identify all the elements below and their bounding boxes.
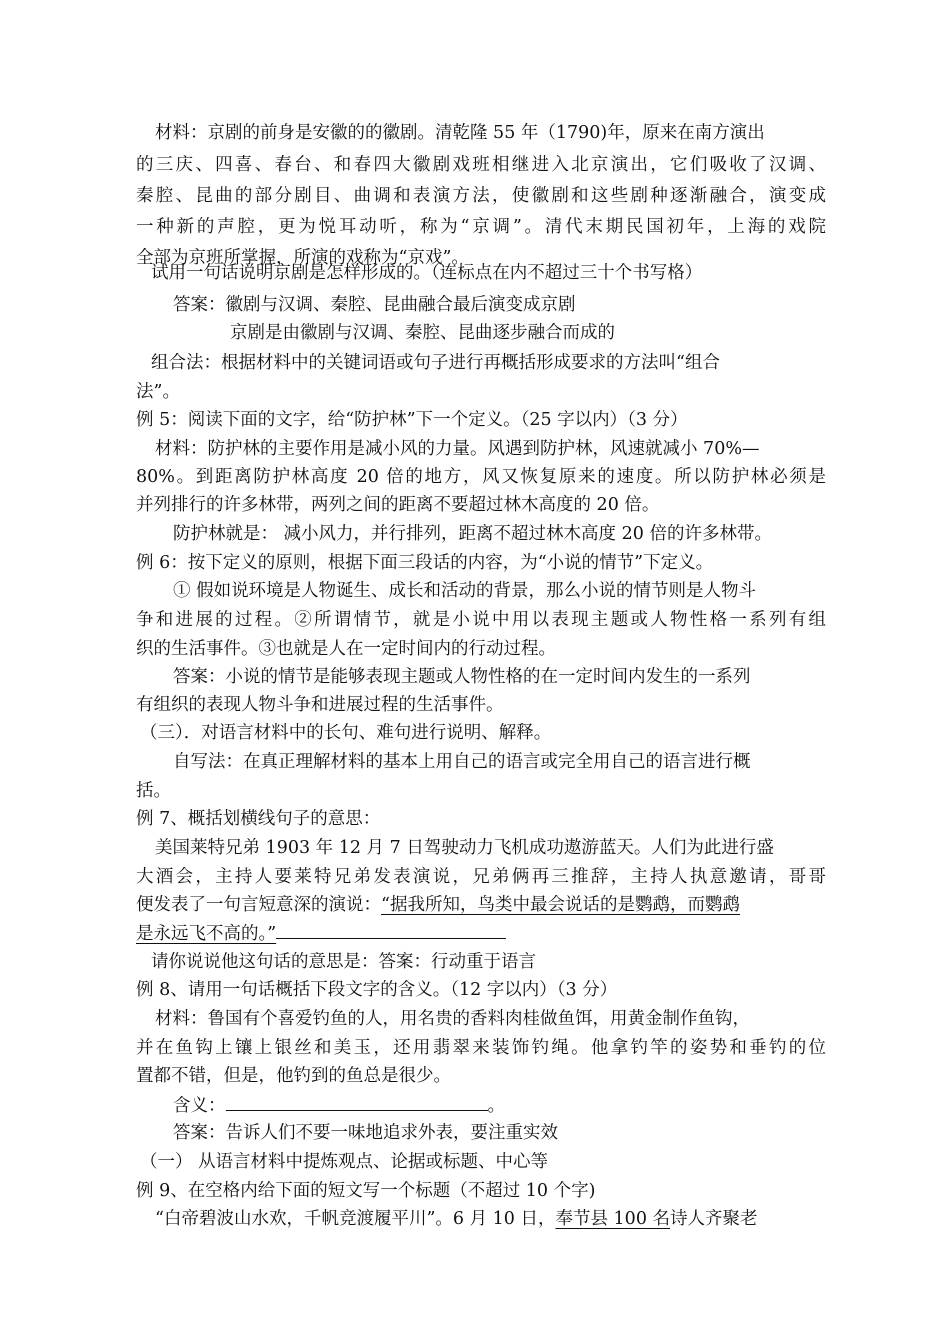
section-heading: （三）．对语言材料中的长句、难句进行说明、解释。 <box>140 723 552 743</box>
text-line: 置都不错，但是，他钓到的鱼总是很少。 <box>136 1066 451 1086</box>
text-line: 自写法：在真正理解材料的基本上用自己的语言或完全用自己的语言进行概 <box>173 752 751 772</box>
text-line <box>136 918 826 948</box>
example-heading: 例 7、概括划横线句子的意思： <box>136 809 381 829</box>
answer-blank <box>226 1090 488 1111</box>
example-heading: 例 6：按下定义的原则，根据下面三段话的内容，为“小说的情节”下定义。 <box>136 553 714 573</box>
text-line: 的三庆、四喜、春台、和春四大徽剧戏班相继进入北京演出，它们吸收了汉调、 <box>136 155 826 175</box>
underline-blank <box>276 918 506 939</box>
text-line: 法”。 <box>136 382 180 402</box>
meaning-label: 含义： <box>173 1096 226 1116</box>
text-line: 并在鱼钩上镶上银丝和美玉，还用翡翠来装饰钓绳。他拿钓竿的姿势和垂钓的位 <box>136 1038 826 1058</box>
underlined-sentence: “据我所知，鸟类中最会说话的是鹦鹉，而鹦鹉 <box>381 895 740 915</box>
text-line: 全部为京班所掌握，所演的戏称为“京戏”。 <box>136 248 469 268</box>
text-line: 秦腔、昆曲的部分剧目、曲调和表演方法，使徽剧和这些剧种逐渐融合，演变成 <box>136 186 826 206</box>
text-line: 织的生活事件。③也就是人在一定时间内的行动过程。 <box>136 639 556 659</box>
text-line: 80%。到距离防护林高度 20 倍的地方，风又恢复原来的速度。所以防护林必须是 <box>136 467 826 487</box>
answer-line <box>173 1090 863 1120</box>
text-line: 并列排行的许多林带，两列之间的距离不要超过林木高度的 20 倍。 <box>136 495 660 515</box>
text-line <box>155 1204 826 1234</box>
text-line: 括。 <box>136 781 171 801</box>
period: 。 <box>487 1096 505 1116</box>
text-line: 材料：防护林的主要作用是减小风的力量。风遇到防护林，风速就减小 70%— <box>155 439 760 459</box>
text-line: 材料：京剧的前身是安徽的的徽剧。清乾隆 55 年（1790)年，原来在南方演出 <box>155 123 765 143</box>
text-line: 试用一句话说明京剧是怎样形成的。（连标点在内不超过三十个书写格） <box>151 263 703 283</box>
answer-line: 答案：告诉人们不要一味地追求外表，要注重实效 <box>173 1123 558 1143</box>
text-line: 一种新的声腔，更为悦耳动听，称为“京调”。清代末期民国初年，上海的戏院 <box>136 217 826 237</box>
text-line: 材料：鲁国有个喜爱钓鱼的人，用名贵的香料肉桂做鱼饵，用黄金制作鱼钩， <box>155 1009 750 1029</box>
underlined-sentence: 是永远飞不高的。” <box>136 924 277 944</box>
text-line: 大酒会，主持人要莱特兄弟发表演说，兄弟俩再三推辞，主持人执意邀请，哥哥 <box>136 867 826 887</box>
answer-line: 京剧是由徽剧与汉调、秦腔、昆曲逐步融合而成的 <box>230 323 615 343</box>
text-segment: “白帝碧波山水欢，千帆竞渡履平川”。6 月 10 日， <box>155 1209 556 1229</box>
section-heading: （一） 从语言材料中提炼观点、论据或标题、中心等 <box>140 1152 549 1172</box>
text-line: 请你说说他这句话的意思是：答案：行动重于语言 <box>151 952 536 972</box>
answer-line: 防护林就是： 减小风力，并行排列，距离不超过林木高度 20 倍的许多林带。 <box>173 524 772 544</box>
answer-line: 答案：徽剧与汉调、秦腔、昆曲融合最后演变成京剧 <box>173 295 576 315</box>
underlined-phrase: 奉节县 100 名 <box>555 1209 671 1229</box>
example-heading: 例 5：阅读下面的文字，给“防护林”下一个定义。（25 字以内）（3 分） <box>136 410 688 430</box>
text-line: ① 假如说环境是人物诞生、成长和活动的背景，那么小说的情节则是人物斗 <box>173 581 757 601</box>
answer-line: 答案：小说的情节是能够表现主题或人物性格的在一定时间内发生的一系列 <box>173 667 751 687</box>
example-heading: 例 9、在空格内给下面的短文写一个标题（不超过 10 个字) <box>136 1181 596 1201</box>
text-line <box>136 890 826 920</box>
text-segment: 诗人齐聚老 <box>670 1209 758 1229</box>
example-heading: 例 8、请用一句话概括下段文字的含义。（12 字以内）（3 分） <box>136 980 618 1000</box>
answer-line: 有组织的表现人物斗争和进展过程的生活事件。 <box>136 695 504 715</box>
text-line: 组合法：根据材料中的关键词语或句子进行再概括形成要求的方法叫“组合 <box>151 353 720 373</box>
text-line: 美国莱特兄弟 1903 年 12 月 7 日驾驶动力飞机成功遨游蓝天。人们为此进行盛 <box>155 838 774 858</box>
text-segment: 便发表了一句言短意深的演说： <box>136 895 381 915</box>
text-line: 争和进展的过程。②所谓情节，就是小说中用以表现主题或人物性格一系列有组 <box>136 610 826 630</box>
